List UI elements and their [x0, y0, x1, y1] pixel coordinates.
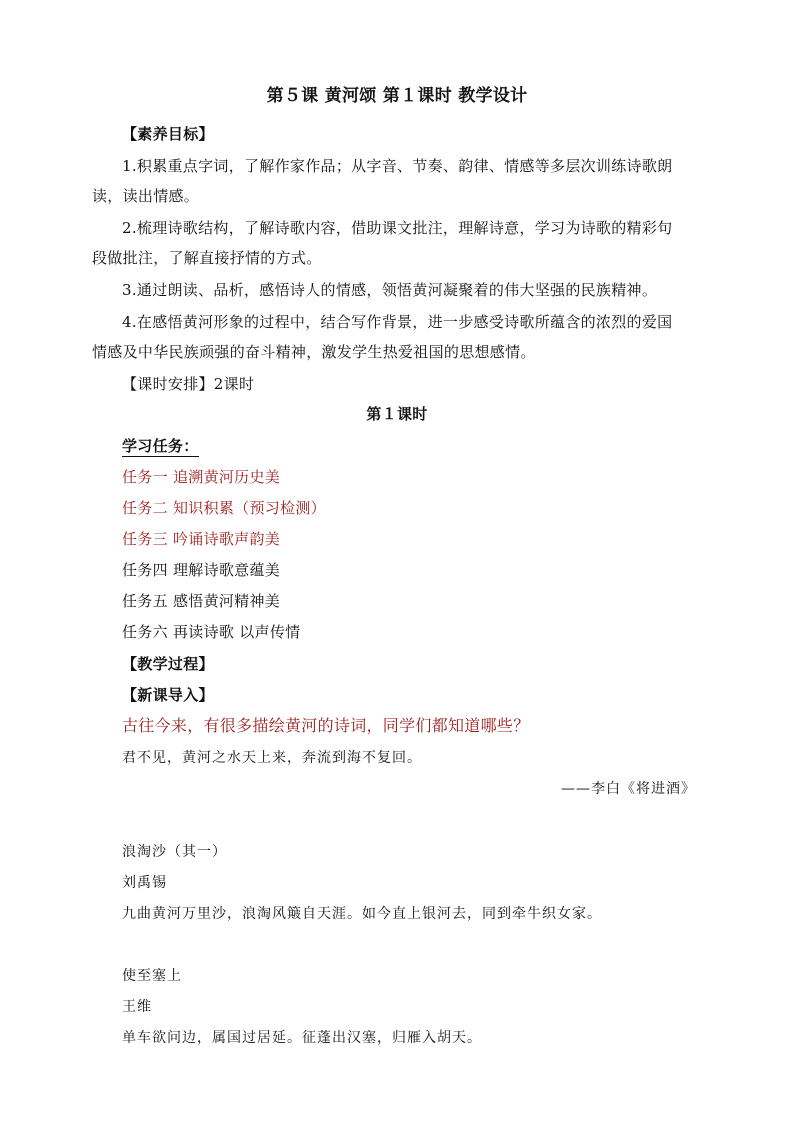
process-heading: 【教学过程】	[122, 655, 214, 673]
objective-3: 3.通过朗读、品析，感悟诗人的情感，领悟黄河凝聚着的伟大坚强的民族精神。	[122, 281, 658, 299]
task-item-2: 任务二 知识积累（预习检测）	[122, 499, 326, 517]
task-item-6: 任务六 再读诗歌 以声传情	[122, 623, 301, 641]
task-item-3: 任务三 吟诵诗歌声韵美	[122, 530, 281, 548]
objective-2-line-2: 段做批注，了解直接抒情的方式。	[92, 249, 322, 267]
task-item-4: 任务四 理解诗歌意蕴美	[122, 561, 281, 579]
poem-2-title: 浪淘沙（其一）	[122, 844, 227, 860]
tasks-heading	[122, 436, 199, 456]
poem-2-author: 刘禹锡	[122, 875, 167, 891]
objective-4-line-1: 4.在感悟黄河形象的过程中，结合写作背景，进一步感受诗歌所蕴含的浓烈的爱国	[122, 313, 673, 331]
poem-3-text: 单车欲问边，属国过居延。征蓬出汉塞，归雁入胡天。	[122, 1030, 482, 1046]
poem-3-author: 王维	[122, 999, 152, 1015]
objective-4-line-2: 情感及中华民族顽强的奋斗精神，激发学生热爱祖国的思想感情。	[92, 343, 536, 361]
schedule-line: 【课时安排】2课时	[122, 375, 255, 393]
tasks-heading-text: 学习任务：	[122, 437, 199, 455]
intro-question: 古往今来，有很多描绘黄河的诗词，同学们都知道哪些？	[122, 716, 530, 735]
intro-heading: 【新课导入】	[122, 686, 214, 704]
task-item-1: 任务一 追溯黄河历史美	[122, 468, 281, 486]
objectives-heading: 【素养目标】	[122, 125, 214, 143]
poem-1-attribution: ——李白《将进酒》	[561, 781, 696, 797]
task-item-5: 任务五 感悟黄河精神美	[122, 592, 281, 610]
objective-1-line-1: 1.积累重点字词，了解作家作品；从字音、节奏、韵律、情感等多层次训练诗歌朗	[122, 157, 673, 175]
objective-1-line-2: 读，读出情感。	[92, 187, 200, 205]
objective-2-line-1: 2.梳理诗歌结构，了解诗歌内容，借助课文批注，理解诗意，学习为诗歌的精彩句	[122, 219, 673, 237]
poem-1-text: 君不见，黄河之水天上来，奔流到海不复回。	[122, 750, 422, 766]
session-title: 第１课时	[366, 405, 428, 423]
poem-2-text: 九曲黄河万里沙，浪淘风簸自天涯。如今直上银河去，同到牵牛织女家。	[122, 906, 602, 922]
page-title: 第５课 黄河颂 第１课时 教学设计	[266, 86, 528, 106]
poem-3-title: 使至塞上	[122, 968, 182, 984]
